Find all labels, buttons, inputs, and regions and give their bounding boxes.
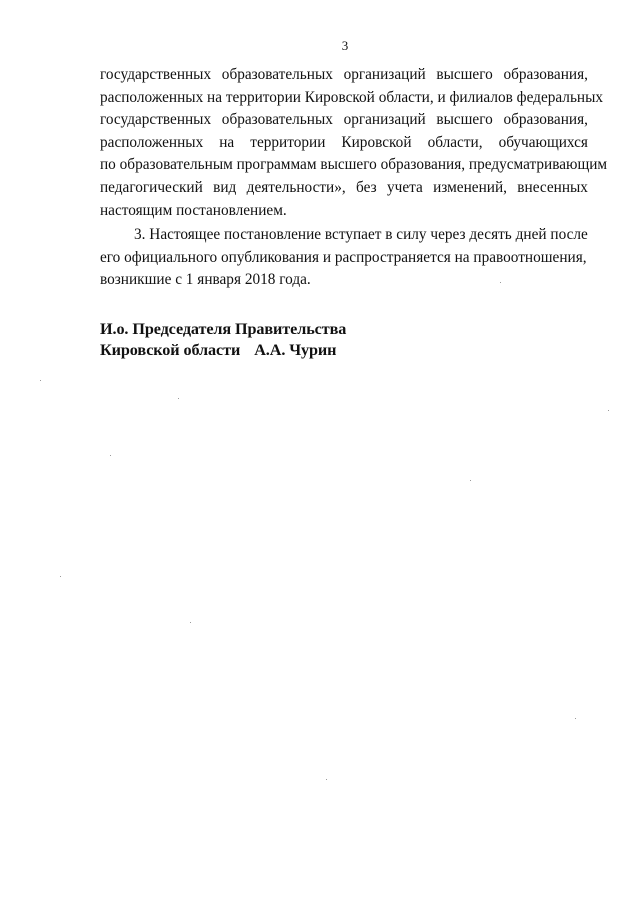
text-line: расположенных на территории Кировской области, и филиалов федеральных	[100, 88, 604, 106]
body-text	[100, 64, 608, 292]
scan-speck	[110, 455, 111, 456]
signature-block	[100, 319, 346, 361]
scan-speck	[608, 410, 609, 411]
text-line: расположенных на территории Кировской области, обучающихся	[100, 133, 588, 151]
scan-speck	[178, 398, 179, 399]
text-line: педагогический вид деятельности», без учета изменений, внесенных	[100, 178, 588, 196]
paragraph-1	[100, 64, 608, 222]
scan-speck	[326, 779, 327, 780]
scan-speck	[500, 282, 501, 283]
text-line: его официального опубликования и распространяется на правоотношения,	[100, 248, 587, 266]
text-line: 3. Настоящее постановление вступает в силу через десять дней после	[134, 226, 588, 244]
text-line: по образовательным программам высшего образования, предусматривающим	[100, 156, 608, 174]
scan-speck	[190, 622, 191, 623]
scan-speck	[575, 718, 576, 719]
signature-title-line-2	[100, 340, 346, 361]
text-line: настоящим постановлением.	[100, 201, 287, 219]
signature-title-line-1: И.о. Председателя Правительства	[100, 320, 347, 338]
scan-speck	[470, 480, 471, 481]
page-number: 3	[341, 38, 349, 53]
scan-speck	[60, 576, 61, 577]
paragraph-2	[100, 224, 588, 292]
signature-region: Кировской области	[100, 341, 241, 359]
text-line: возникшие с 1 января 2018 года.	[100, 271, 311, 289]
signatory-name: А.А. Чурин	[254, 341, 337, 359]
text-line: государственных образовательных организаций высшего образования,	[100, 111, 588, 129]
scan-speck	[40, 380, 41, 381]
text-line: государственных образовательных организаций высшего образования,	[100, 66, 588, 83]
